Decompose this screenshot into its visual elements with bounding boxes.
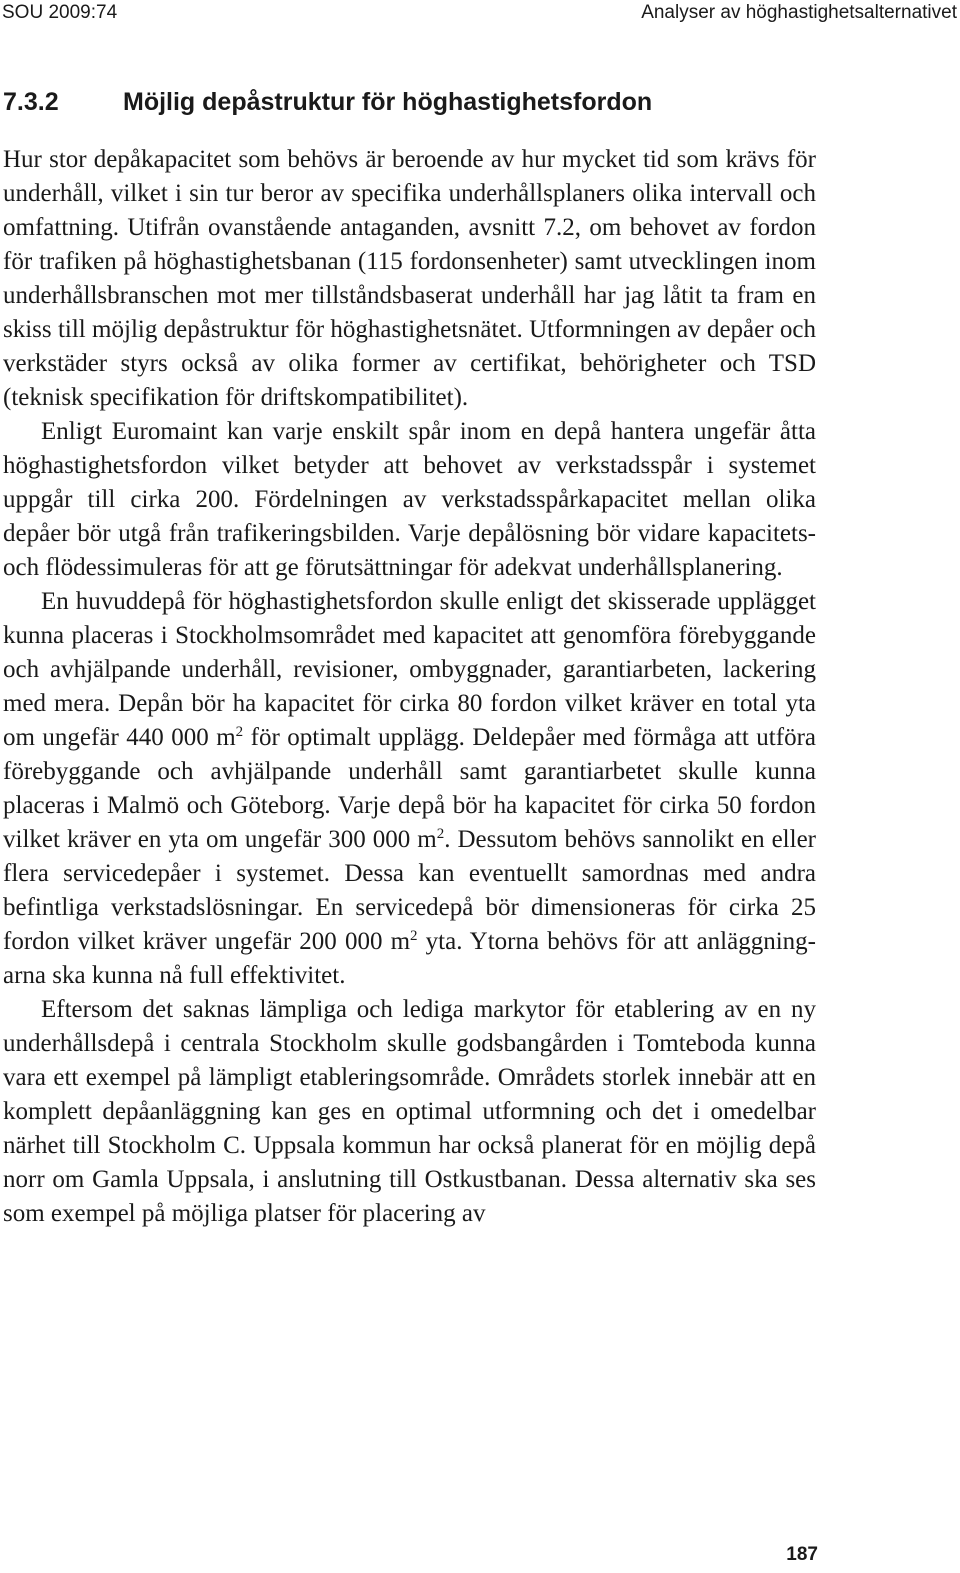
page-number: 187 <box>786 1544 818 1565</box>
paragraph-3-text-c: . Dessutom behövs sannolikt en eller flera servicedepåer i systemet. Dessa kan eventuellt samordnas med andra befintliga verkstadslösningar. En servicedepå bör dimensioneras för cirka 25 fordon vilket kräver ungefär 200 000 m <box>3 826 816 955</box>
paragraph-2: Enligt Euromaint kan varje enskilt spår inom en depå hantera ungefär åtta höghastighetsfordon vilket betyder att behovet av verkstadsspår i systemet uppgår till cirka 200. Fördelningen av verkstadsspårkapacitet mellan olika depåer bör utgå från trafikeringsbilden. Varje depålösning bör vidare kapacitets- och flödessimuleras för att ge förutsättningar för adekvat underhållsplanering. <box>3 418 816 581</box>
running-header-chapter-title: Analyser av höghastighetsalternativet <box>641 2 957 23</box>
running-header-report-id: SOU 2009:74 <box>2 2 118 23</box>
paragraph-3-text-b: för optimalt upplägg. Deldepåer med förmåga att utföra förebyggande och avhjälpande underhåll samt garantiarbetet skulle kunna placeras i Malmö och Göteborg. Varje depå bör ha kapacitet för cirka 50 fordon vilket kräver en yta om ungefär 300 000 m <box>3 724 816 853</box>
superscript-squared: 2 <box>235 724 244 740</box>
superscript-squared: 2 <box>410 928 418 944</box>
paragraph-1: Hur stor depåkapacitet som behövs är beroende av hur mycket tid som krävs för underhåll, vilket i sin tur beror av specifika underhållsplaners olika intervall och omfattning. Utifrån ovanstående antaganden, avsnitt 7.2, om behovet av fordon för trafiken på höghastighetsbanan (115 fordonsenheter) samt utvecklingen inom underhållsbranschen mot mer tillståndsbaserat underhåll har jag låtit ta fram en skiss till möjlig depåstruktur för höghastighetsnätet. Utformningen av depåer och verkstäder styrs också av olika former av certifikat, behörigheter och TSD (teknisk specifikation för driftskompatibilitet). <box>3 146 816 411</box>
paragraph-3-text-a: En huvuddepå för höghastighetsfordon skulle enligt det skisserade upplägget kunna placeras i Stockholmsområdet med kapacitet att genomföra förebyggande och avhjälpande underhåll, revisioner, ombyggnader, garantiarbeten, lackering med mera. Depån bör ha kapacitet för cirka 80 fordon vilket kräver en total yta om ungefär 440 000 m <box>3 588 816 751</box>
paragraph-3 <box>3 585 816 993</box>
section-heading <box>3 88 652 117</box>
section-number: 7.3.2 <box>3 88 59 116</box>
superscript-squared: 2 <box>436 826 445 842</box>
section-title: Möjlig depåstruktur för höghastighetsfordon <box>123 88 653 116</box>
paragraph-4: Eftersom det saknas lämpliga och lediga markytor för etablering av en ny underhållsdepå i centrala Stockholm skulle godsbangården i Tomteboda kunna vara ett exempel på lämpligt etableringsområde. Områdets storlek innebär att en komplett depåanläggning kan ges en optimal utformning och det i omedelbar närhet till Stockholm C. Uppsala kommun har också planerat för en möjlig depå norr om Gamla Uppsala, i anslutning till Ostkustbanan. Dessa alternativ ska ses som exempel på möjliga platser för placering av <box>3 996 816 1227</box>
body-text <box>3 143 816 1231</box>
paragraph-3-text-d: yta. Ytorna behövs för att anläggningarna ska kunna nå full effektivitet. <box>3 928 816 989</box>
